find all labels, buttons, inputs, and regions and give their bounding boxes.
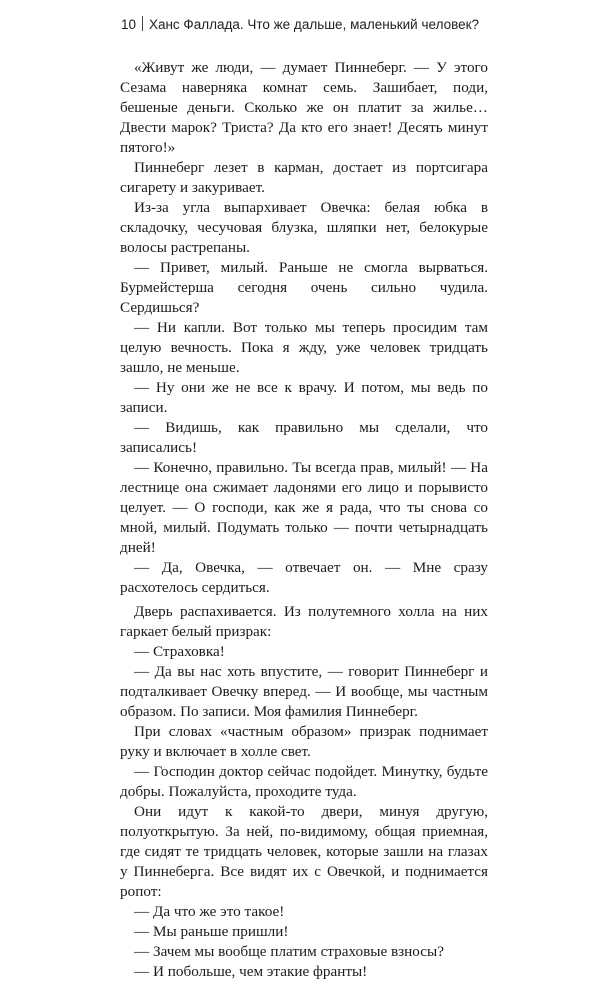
paragraph: — И побольше, чем этакие франты! <box>134 963 368 980</box>
page-number: 10 <box>120 17 136 32</box>
paragraph: — Да что же это такое! <box>134 903 285 920</box>
paragraph: — Мы раньше пришли! <box>134 923 289 940</box>
paragraph: Пиннеберг лезет в карман, достает из портсигара сигарету и закуривает. <box>120 159 488 196</box>
header-separator <box>142 16 143 31</box>
paragraph: — Зачем мы вообще платим страховые взносы? <box>134 943 444 960</box>
paragraph: «Живут же люди, — думает Пиннеберг. — У этого Сезама наверняка комнат семь. Зашибает, поди, бешеные деньги. Сколько же он платит за жилье… Двести марок? Триста? Да кто его знает! Десять минут пятого!» <box>120 59 488 156</box>
paragraph: Они идут к какой-то двери, минуя другую, полуоткрытую. За ней, по-видимому, общая приемная, где сидят те тридцать человек, которые зашли на глазах у Пиннеберга. Все видят их с Овечкой, и поднимается ропот: <box>120 803 488 900</box>
paragraph: — Видишь, как правильно мы сделали, что записались! <box>120 419 488 456</box>
paragraph: — Привет, милый. Раньше не смогла вырваться. Бурмейстерша сегодня очень сильно чудила. Сердишься? <box>120 259 488 316</box>
running-head <box>0 16 600 32</box>
paragraph: Из-за угла выпархивает Овечка: белая юбка в складочку, чесучовая блузка, шляпки нет, белокурые волосы растрепаны. <box>120 199 488 256</box>
running-title: Ханс Фаллада. Что же дальше, маленький человек? <box>148 17 480 32</box>
paragraph: При словах «частным образом» призрак поднимает руку и включает в холле свет. <box>120 723 488 760</box>
body-text <box>120 58 488 982</box>
paragraph: — Да вы нас хоть впустите, — говорит Пиннеберг и подталкивает Овечку вперед. — И вообще, мы частным образом. По записи. Моя фамилия Пиннеберг. <box>120 663 488 720</box>
paragraph: — Конечно, правильно. Ты всегда прав, милый! — На лестнице она сжимает ладонями его лицо и порывисто целует. — О господи, как же я рада, что ты снова со мной, милый. Подумать только — почти четырнадцать дней! <box>120 459 488 556</box>
paragraph: — Ни капли. Вот только мы теперь просидим там целую вечность. Пока я жду, уже человек тридцать зашло, не меньше. <box>120 319 488 376</box>
paragraph: — Страховка! <box>134 643 225 660</box>
paragraph: — Господин доктор сейчас подойдет. Минутку, будьте добры. Пожалуйста, проходите туда. <box>120 763 488 800</box>
paragraph: Дверь распахивается. Из полутемного холла на них гаркает белый призрак: <box>120 603 488 640</box>
paragraph: — Ну они же не все к врачу. И потом, мы ведь по записи. <box>120 379 488 416</box>
paragraph: — Да, Овечка, — отвечает он. — Мне сразу расхотелось сердиться. <box>120 559 488 596</box>
